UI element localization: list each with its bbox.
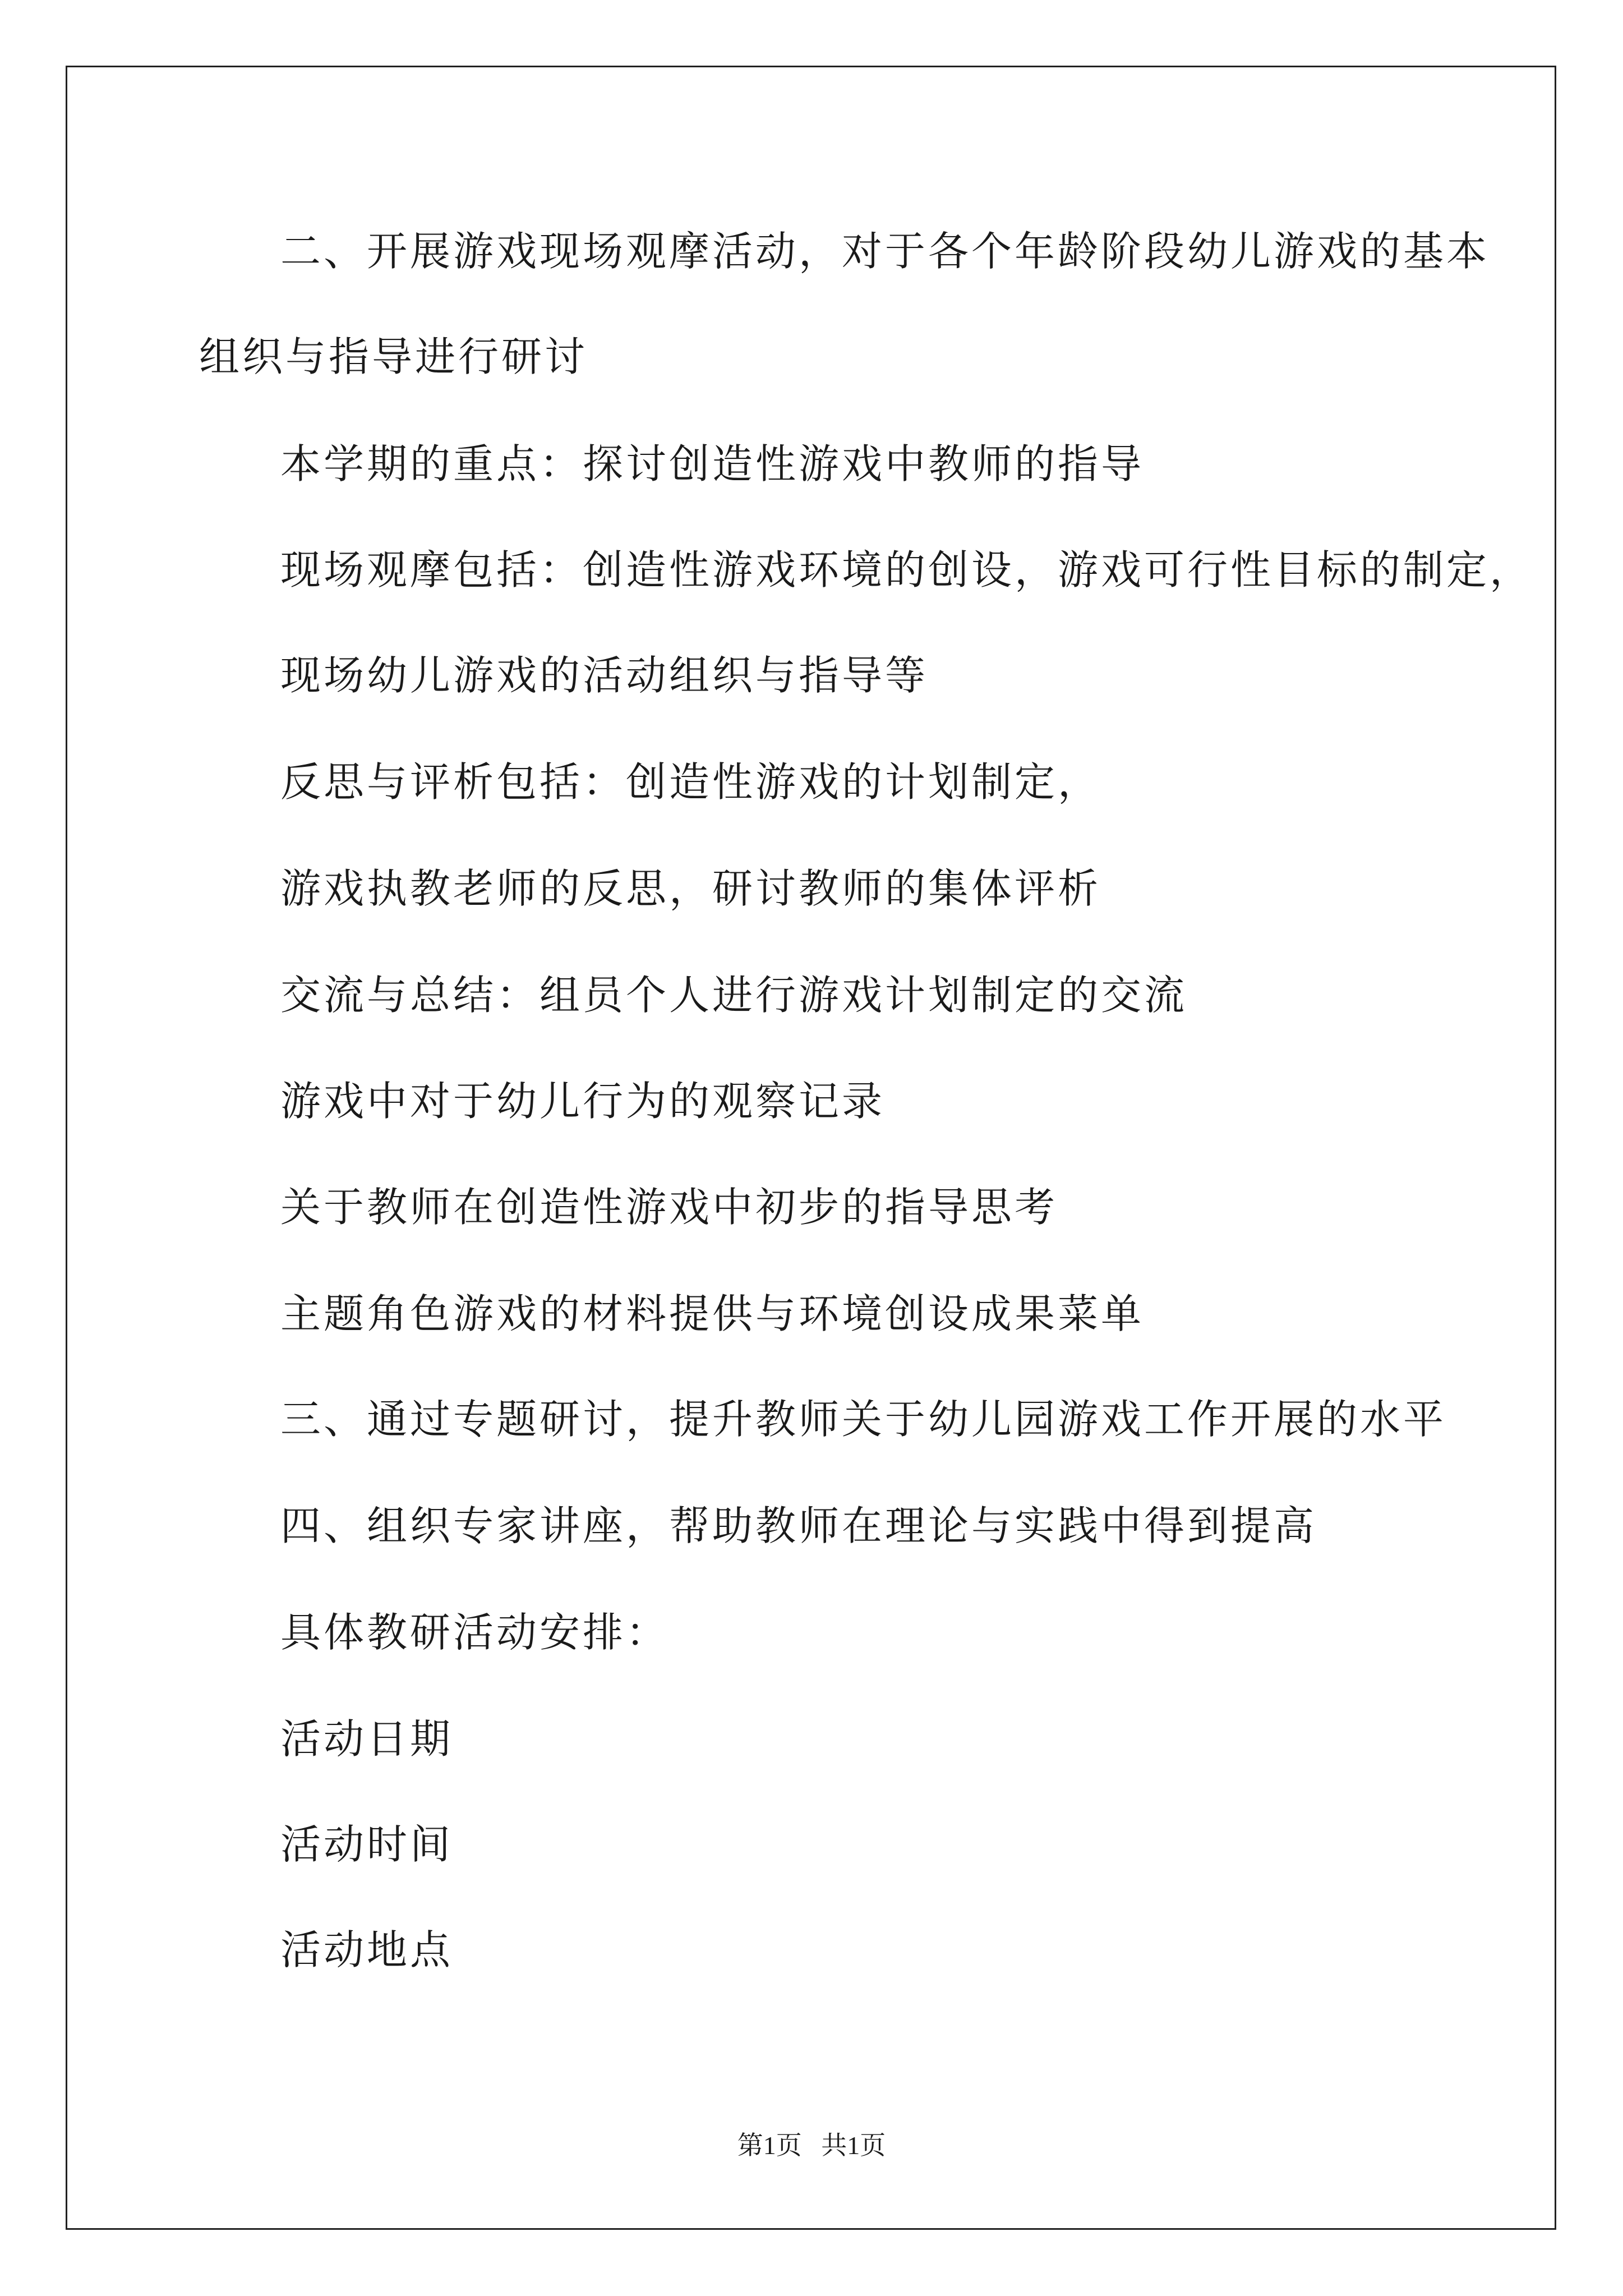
text-line: 活动时间 (280, 1821, 454, 1868)
text-line: 反思与评析包括：创造性游戏的计划制定， (280, 758, 1101, 806)
text-line: 活动地点 (280, 1926, 454, 1973)
text-line: 游戏执教老师的反思，研讨教师的集体评析 (280, 865, 1101, 912)
text-line: 四、组织专家讲座，帮助教师在理论与实践中得到提高 (280, 1502, 1317, 1549)
text-line: 关于教师在创造性游戏中初步的指导思考 (280, 1184, 1058, 1231)
text-line: 交流与总结：组员个人进行游戏计划制定的交流 (280, 972, 1188, 1019)
text-line: 二、开展游戏现场观摩活动，对于各个年龄阶段幼儿游戏的基本 (280, 228, 1490, 275)
text-line: 组织与指导进行研讨 (199, 333, 588, 380)
page-footer: 第1页 共1页 (737, 2131, 886, 2160)
text-line: 现场观摩包括：创造性游戏环境的创设，游戏可行性目标的制定， (280, 546, 1533, 593)
text-line: 游戏中对于幼儿行为的观察记录 (280, 1078, 886, 1125)
text-line: 现场幼儿游戏的活动组织与指导等 (280, 652, 929, 699)
text-line: 三、通过专题研讨，提升教师关于幼儿园游戏工作开展的水平 (280, 1396, 1447, 1443)
text-line: 本学期的重点：探讨创造性游戏中教师的指导 (280, 440, 1145, 487)
text-line: 活动日期 (280, 1715, 454, 1763)
text-line: 具体教研活动安排： (280, 1609, 670, 1656)
text-line: 主题角色游戏的材料提供与环境创设成果菜单 (280, 1290, 1145, 1337)
